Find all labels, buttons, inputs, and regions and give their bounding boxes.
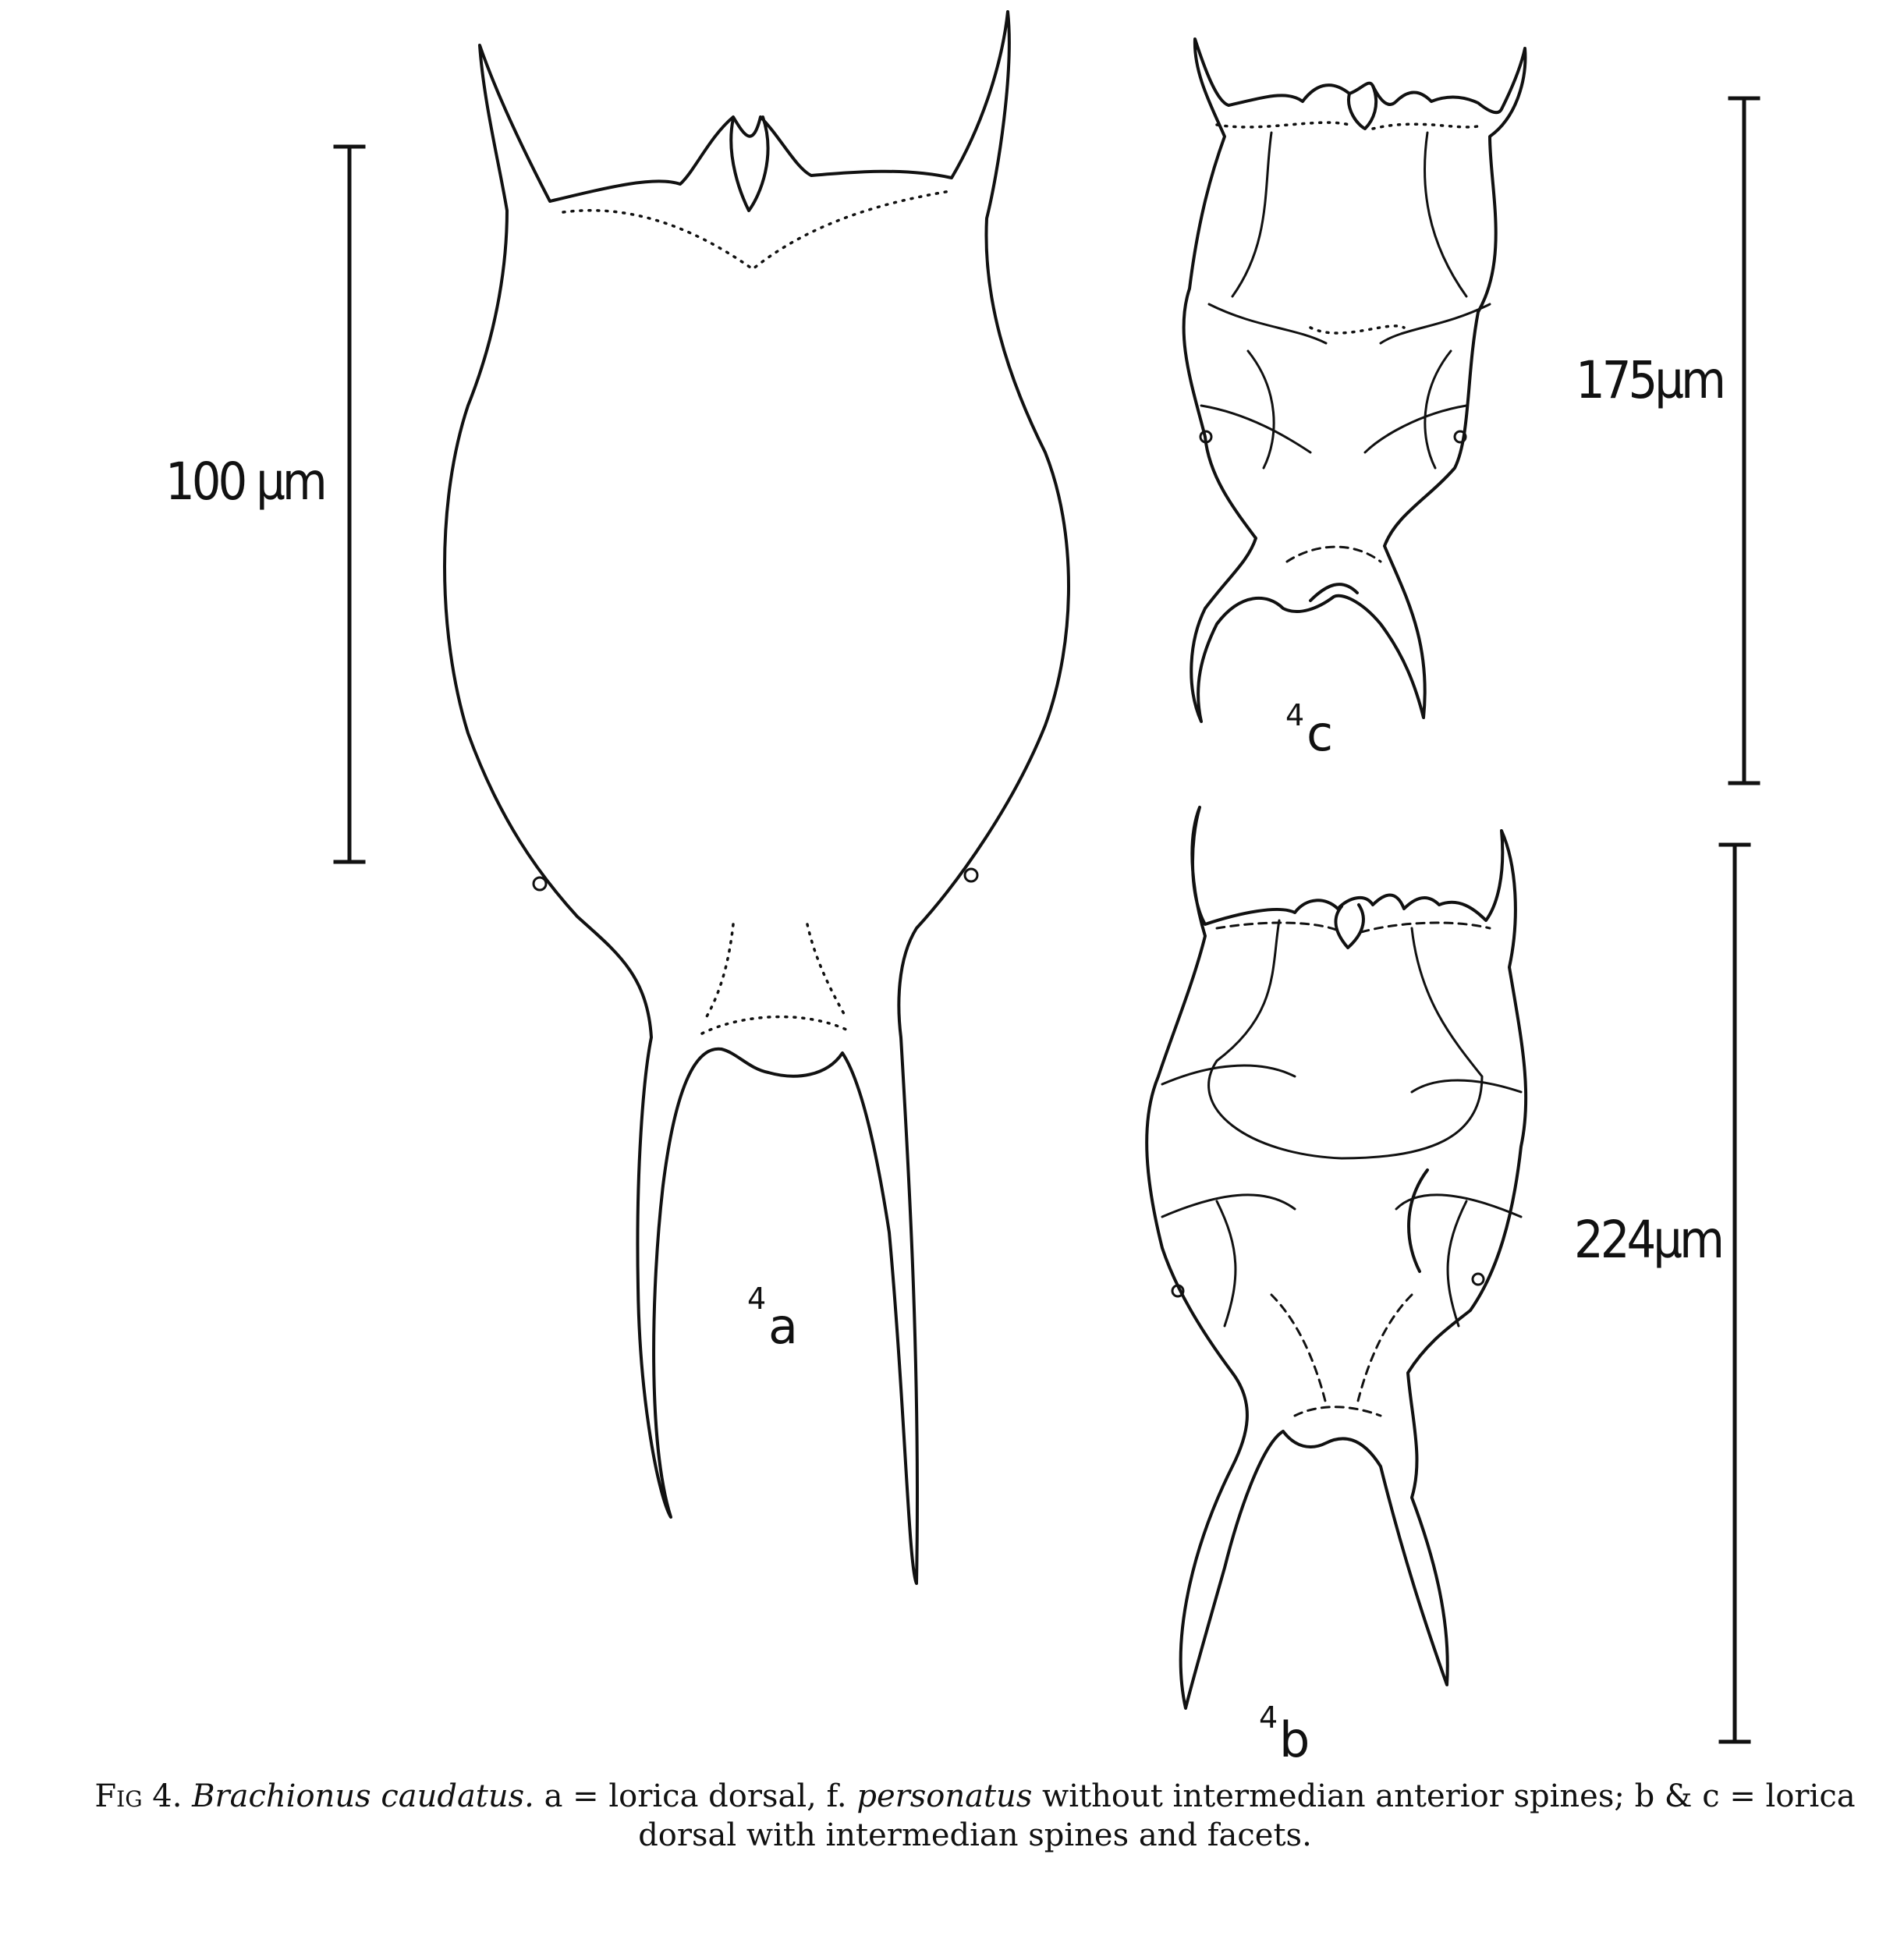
specimen-4b-letter: b [1279, 1711, 1310, 1768]
caption-form-name: personatus [856, 1778, 1033, 1814]
scale-label-175um: 175µm [1576, 350, 1723, 410]
specimen-4c-lorica [1184, 39, 1526, 722]
figure-caption [78, 1777, 1872, 1855]
caption-text-b: without intermedian anterior spines; b & c = lorica dorsal with intermedian spines and facets. [638, 1778, 1856, 1853]
caption-text-a: a = lorica dorsal, f. [534, 1778, 857, 1814]
scale-bar-175um [1730, 98, 1758, 783]
scale-bar-100um [335, 147, 363, 862]
specimen-4a-letter: a [768, 1298, 798, 1355]
caption-species: Brachionus caudatus. [192, 1778, 534, 1814]
specimen-4a-lorica [445, 12, 1069, 1583]
scale-label-100um: 100 µm [165, 452, 324, 512]
specimen-4c-number: 4 [1285, 698, 1305, 732]
caption-fig-label: Fig 4. [94, 1778, 183, 1814]
scale-label-224um: 224µm [1574, 1210, 1721, 1270]
specimen-4b-number: 4 [1259, 1700, 1278, 1735]
specimen-4c-letter: c [1307, 705, 1334, 762]
specimen-4b-lorica [1147, 807, 1526, 1708]
specimen-4a-number: 4 [747, 1282, 767, 1316]
scale-bar-224um [1721, 845, 1749, 1742]
